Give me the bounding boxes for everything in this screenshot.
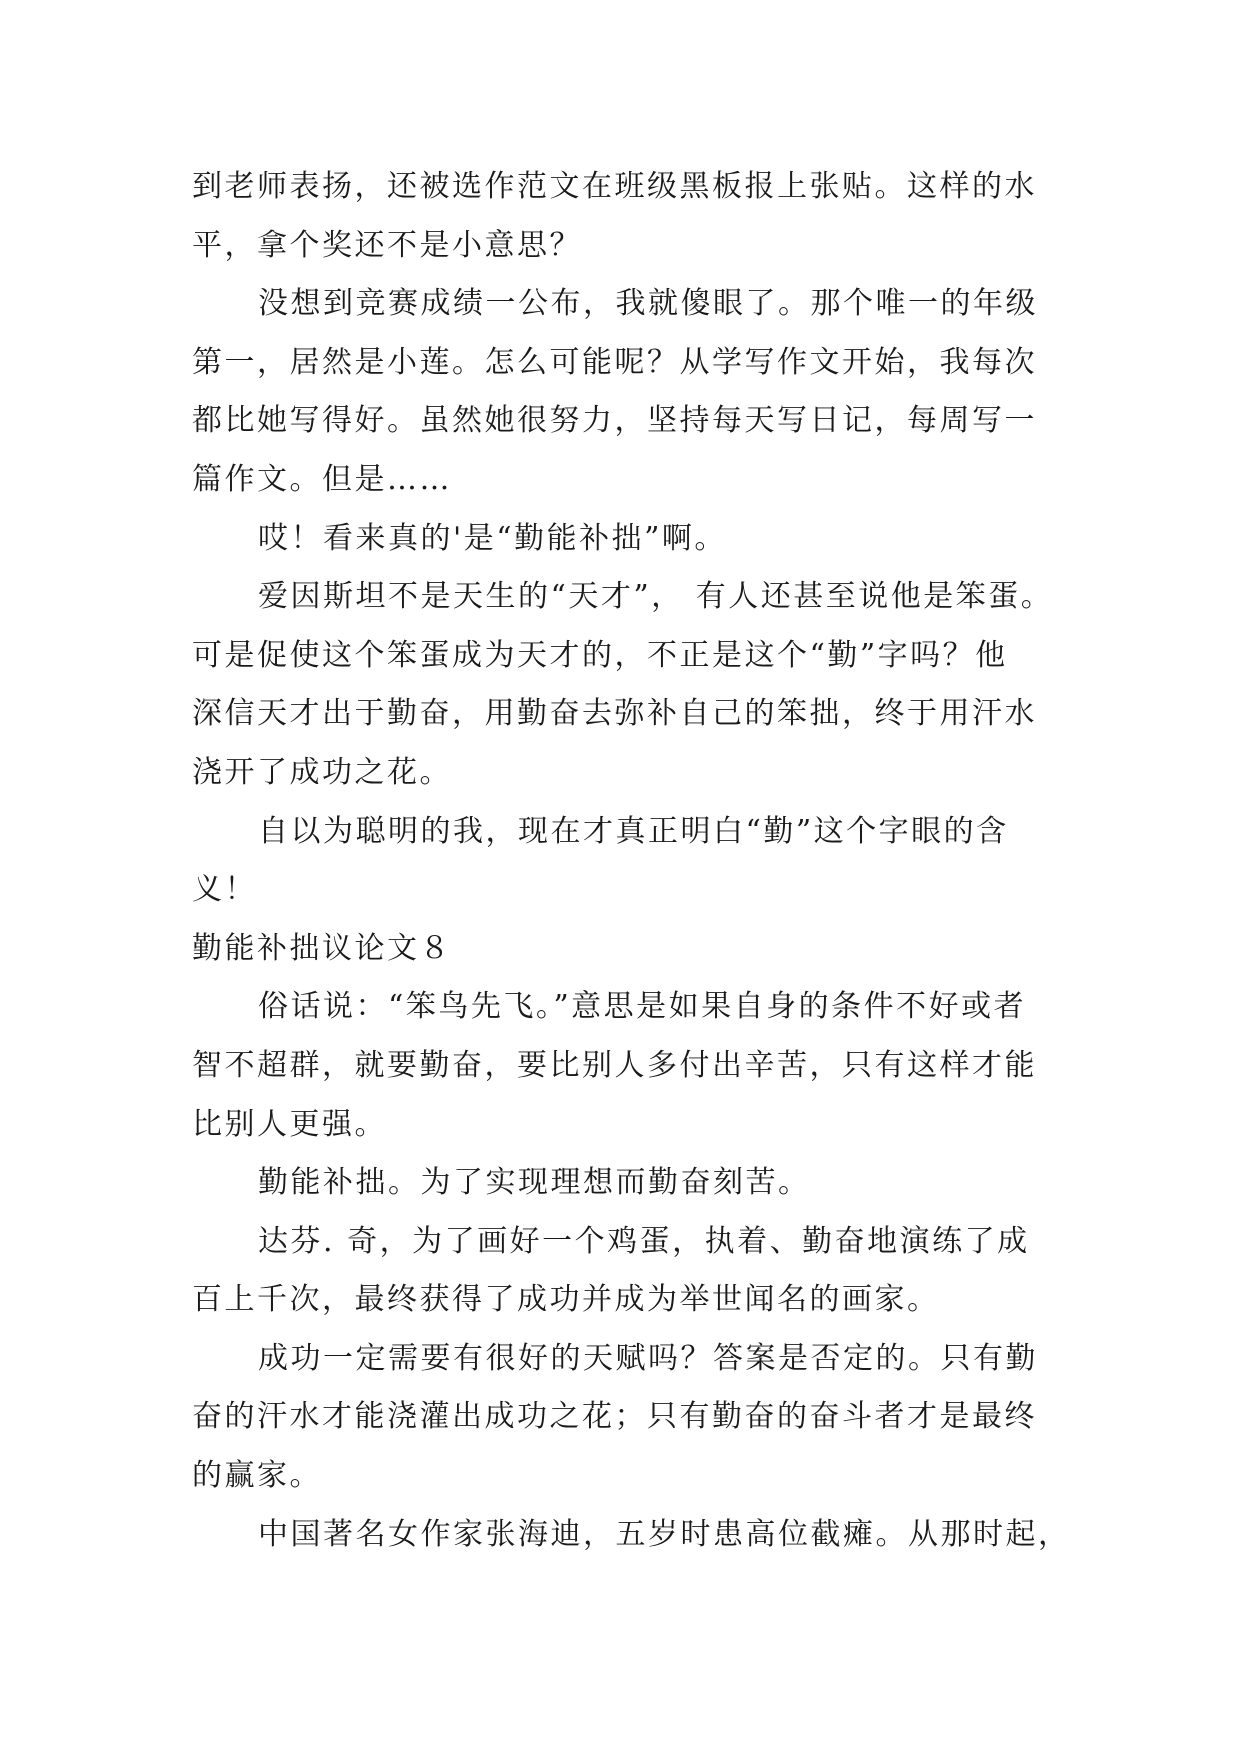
text-line: 比别人更强。 bbox=[192, 1106, 387, 1142]
paragraph-start: 哎！看来真的'是“勤能补拙”啊。 bbox=[258, 520, 727, 556]
text-line: 义！ bbox=[192, 872, 257, 908]
paragraph-start: 爱因斯坦不是天生的“天才”， 有人还甚至说他是笨蛋。 bbox=[258, 579, 1054, 615]
text-line: 可是促使这个笨蛋成为天才的，不正是这个“勤”字吗？他 bbox=[192, 637, 1008, 673]
text-line: 都比她写得好。虽然她很努力，坚持每天写日记，每周写一 bbox=[192, 403, 1037, 439]
paragraph-start: 俗话说：“笨鸟先飞。”意思是如果自身的条件不好或者 bbox=[258, 989, 1027, 1025]
text-line: 智不超群，就要勤奋，要比别人多付出辛苦，只有这样才能 bbox=[192, 1047, 1037, 1083]
document-body bbox=[192, 158, 1071, 1564]
text-line: 的赢家。 bbox=[192, 1458, 322, 1494]
text-line: 篇作文。但是…… bbox=[192, 461, 452, 497]
paragraph-start: 达芬. 奇，为了画好一个鸡蛋，执着、勤奋地演练了成 bbox=[258, 1223, 1030, 1259]
section-heading: 勤能补拙议论文８ bbox=[192, 930, 452, 966]
text-line: 深信天才出于勤奋，用勤奋去弥补自己的笨拙，终于用汗水 bbox=[192, 696, 1037, 732]
text-line: 到老师表扬，还被选作范文在班级黑板报上张贴。这样的水 bbox=[192, 169, 1037, 204]
paragraph-start: 没想到竞赛成绩一公布，我就傻眼了。那个唯一的年级 bbox=[258, 286, 1038, 322]
text-line: 第一，居然是小莲。怎么可能呢？从学写作文开始，我每次 bbox=[192, 344, 1037, 380]
text-line: 平，拿个奖还不是小意思？ bbox=[192, 227, 582, 263]
text-line: 百上千次，最终获得了成功并成为举世闻名的画家。 bbox=[192, 1282, 940, 1318]
paragraph-start: 勤能补拙。为了实现理想而勤奋刻苦。 bbox=[258, 1165, 811, 1201]
paragraph-start: 成功一定需要有很好的天赋吗？答案是否定的。只有勤 bbox=[258, 1340, 1038, 1376]
text-line: 浇开了成功之花。 bbox=[192, 754, 452, 790]
paragraph-start: 中国著名女作家张海迪，五岁时患高位截瘫。从那时起， bbox=[258, 1516, 1071, 1552]
paragraph-start: 自以为聪明的我，现在才真正明白“勤”这个字眼的含 bbox=[258, 813, 1009, 849]
text-line: 奋的汗水才能浇灌出成功之花；只有勤奋的奋斗者才是最终 bbox=[192, 1399, 1037, 1435]
